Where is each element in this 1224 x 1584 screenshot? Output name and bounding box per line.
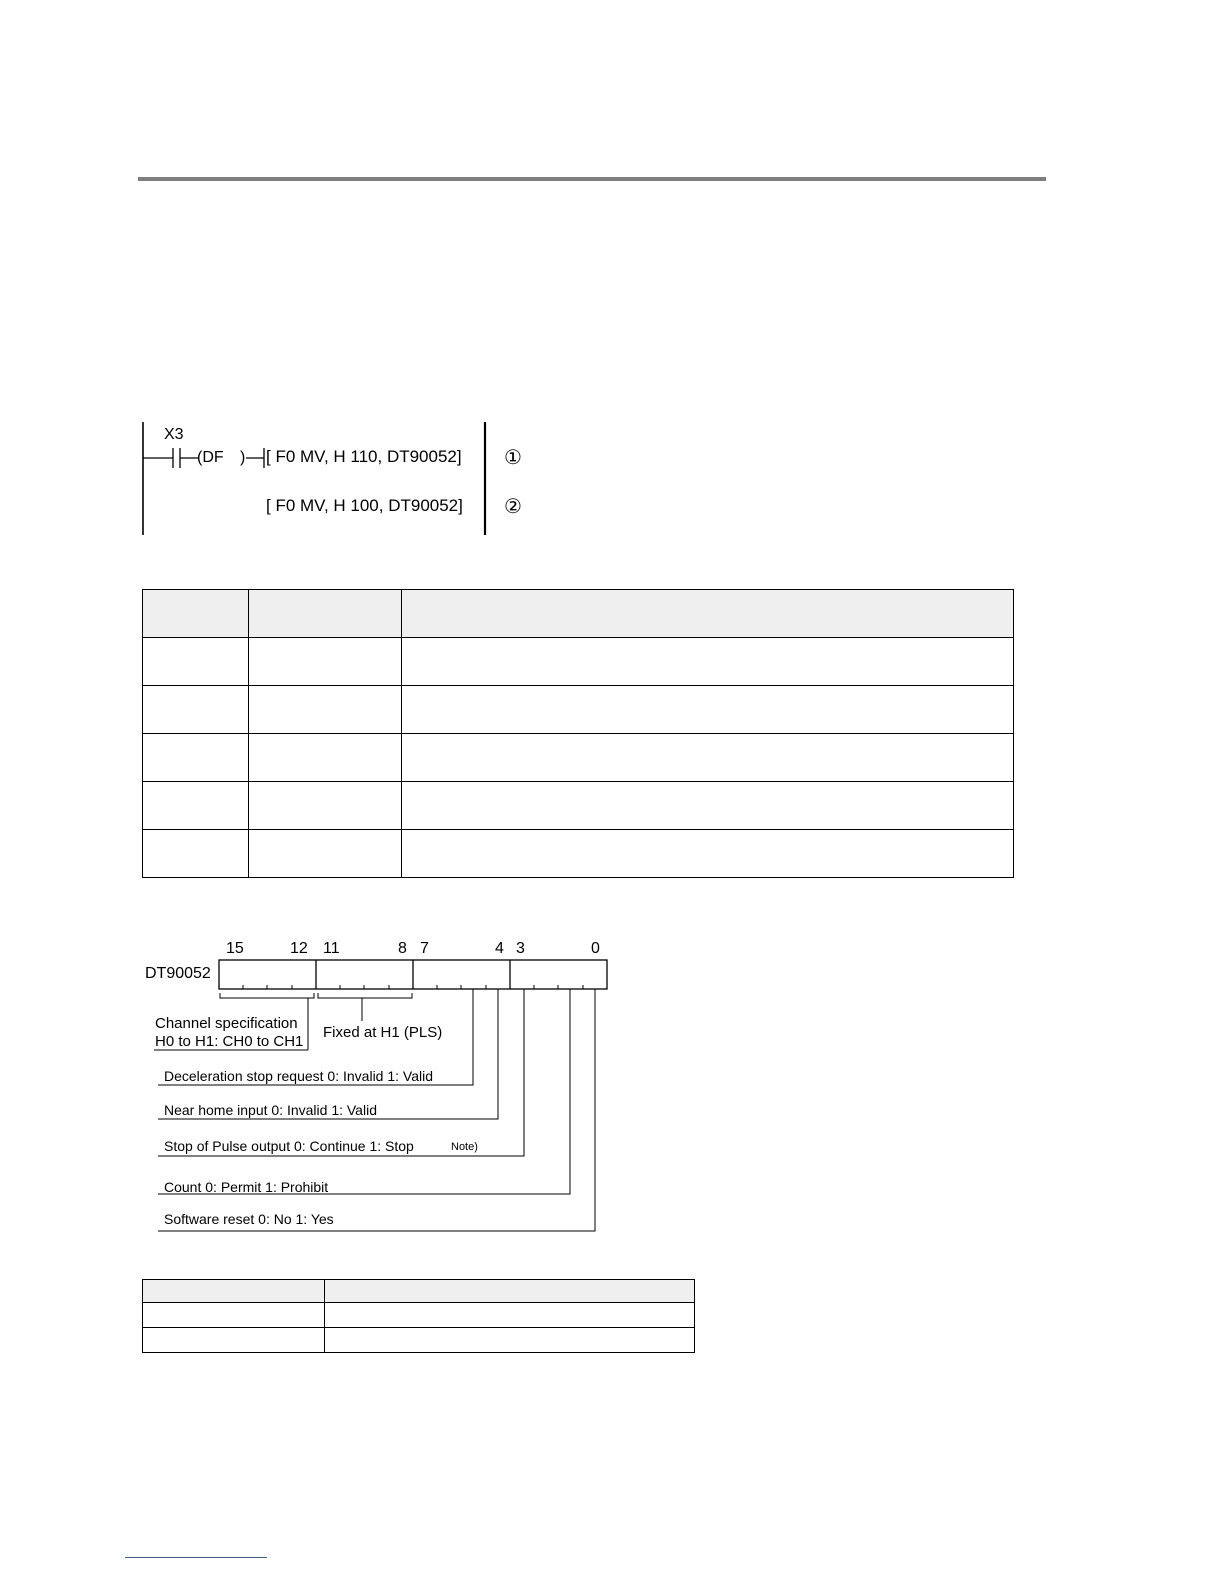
register-diagram bbox=[140, 935, 640, 1245]
table-cell bbox=[143, 1303, 325, 1328]
table-cell bbox=[249, 782, 402, 830]
bit-label: 7 bbox=[420, 940, 429, 957]
table-row bbox=[143, 1303, 695, 1328]
contact-label: X3 bbox=[164, 426, 184, 443]
table-cell bbox=[143, 830, 249, 878]
near-home-label: Near home input 0: Invalid 1: Valid bbox=[164, 1102, 377, 1118]
table-cell bbox=[143, 734, 249, 782]
table-row bbox=[143, 1328, 695, 1353]
channel-spec-values: H0 to H1: CH0 to CH1 bbox=[155, 1033, 304, 1050]
table-header-row bbox=[143, 1280, 695, 1303]
table-header-cell bbox=[402, 590, 1014, 638]
table-row bbox=[143, 734, 1014, 782]
footer-link-underline bbox=[125, 1557, 267, 1558]
note-table bbox=[142, 1279, 695, 1353]
table-cell bbox=[402, 830, 1014, 878]
table-row bbox=[143, 686, 1014, 734]
table-header-cell bbox=[143, 1280, 325, 1303]
software-reset-label: Software reset 0: No 1: Yes bbox=[164, 1211, 334, 1227]
bit-label: 0 bbox=[591, 940, 600, 957]
df-label: (DF bbox=[197, 449, 224, 466]
count-label: Count 0: Permit 1: Prohibit bbox=[164, 1179, 329, 1195]
table-cell bbox=[143, 638, 249, 686]
table-cell bbox=[402, 686, 1014, 734]
instruction-1: [ F0 MV, H 110, DT90052] bbox=[266, 447, 462, 466]
marker-1: ① bbox=[504, 447, 522, 469]
bit-label: 12 bbox=[290, 940, 308, 957]
table-row bbox=[143, 830, 1014, 878]
decel-stop-label: Deceleration stop request 0: Invalid 1: Valid bbox=[164, 1068, 434, 1084]
table-cell bbox=[143, 782, 249, 830]
table-cell bbox=[143, 1328, 325, 1353]
instruction-2: [ F0 MV, H 100, DT90052] bbox=[266, 496, 463, 515]
df-close: ) bbox=[240, 449, 246, 466]
bit-label: 4 bbox=[495, 940, 504, 957]
table-cell bbox=[249, 830, 402, 878]
table-header-cell bbox=[325, 1280, 695, 1303]
bit-label: 15 bbox=[226, 940, 244, 957]
table-header-cell bbox=[249, 590, 402, 638]
table-cell bbox=[402, 782, 1014, 830]
table-cell bbox=[249, 734, 402, 782]
header-rule bbox=[138, 177, 1046, 181]
bit-label: 8 bbox=[398, 940, 407, 957]
table-cell bbox=[325, 1303, 695, 1328]
table-cell bbox=[249, 638, 402, 686]
register-lines bbox=[140, 935, 640, 1245]
bit-label: 11 bbox=[323, 940, 340, 957]
table-cell bbox=[402, 734, 1014, 782]
register-name: DT90052 bbox=[145, 965, 211, 982]
table-header-cell bbox=[143, 590, 249, 638]
table-cell bbox=[249, 686, 402, 734]
settings-table bbox=[142, 589, 1014, 878]
stop-pulse-label: Stop of Pulse output 0: Continue 1: Stop bbox=[164, 1138, 414, 1154]
table-row bbox=[143, 638, 1014, 686]
stop-pulse-note: Note) bbox=[451, 1141, 478, 1153]
table-cell bbox=[402, 638, 1014, 686]
table-cell bbox=[325, 1328, 695, 1353]
marker-2: ② bbox=[504, 496, 522, 518]
table-header-row bbox=[143, 590, 1014, 638]
fixed-label: Fixed at H1 (PLS) bbox=[323, 1024, 443, 1041]
ladder-lines bbox=[140, 420, 540, 540]
table-row bbox=[143, 782, 1014, 830]
ladder-diagram bbox=[140, 420, 540, 540]
bit-label: 3 bbox=[516, 940, 525, 957]
table-cell bbox=[143, 686, 249, 734]
channel-spec-label: Channel specification bbox=[155, 1015, 298, 1032]
